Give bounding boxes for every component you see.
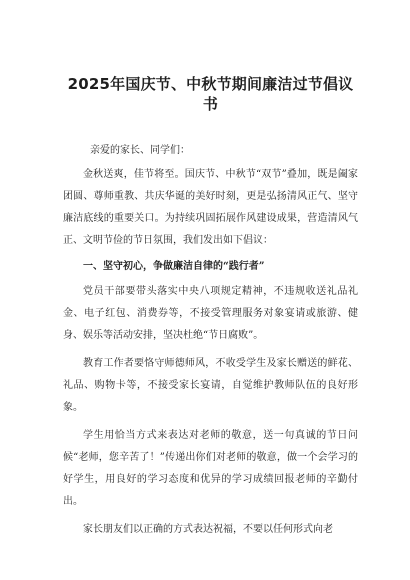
salutation: 亲爱的家长、同学们： — [90, 145, 190, 156]
section-1-paragraph-3: 学生用恰当方式来表达对老师的敬意，送一句真诚的节日问候“老师，您辛苦了！”传递出你们对老师的敬意，做一个会学习的好学生，用良好的学习态度和优异的学习成绩回报老师的辛勤付出。 — [63, 430, 358, 507]
intro-paragraph: 金秋送爽，佳节将至。国庆节、中秋节“双节”叠加，既是阖家团圆、尊师重教、共庆华诞的美好时刻，更是弘扬清风正气、坚守廉洁底线的重要关口。为持续巩固拓展作风建设成果，营造清风气正、文明节俭的节日氛围，我们发出如下倡议： — [63, 169, 358, 246]
document-title: 2025年国庆节、中秋节期间廉洁过节倡议书 — [67, 75, 354, 113]
section-1-paragraph-1: 党员干部要带头落实中央八项规定精神，不违规收送礼品礼金、电子红包、消费券等，不接受管理服务对象宴请或旅游、健身、娱乐等活动安排，坚决杜绝“节日腐败”。 — [63, 286, 358, 341]
section-heading-1: 一、坚守初心，争做廉洁自律的“践行者” — [83, 261, 265, 272]
section-1-paragraph-4: 家长朋友们以正确的方式表达祝福，不要以任何形式向老 — [83, 524, 333, 535]
section-1-paragraph-2: 教育工作者要恪守师德师风，不收受学生及家长赠送的鲜花、礼品、购物卡等，不接受家长宴请，自觉维护教师队伍的良好形象。 — [63, 358, 358, 413]
